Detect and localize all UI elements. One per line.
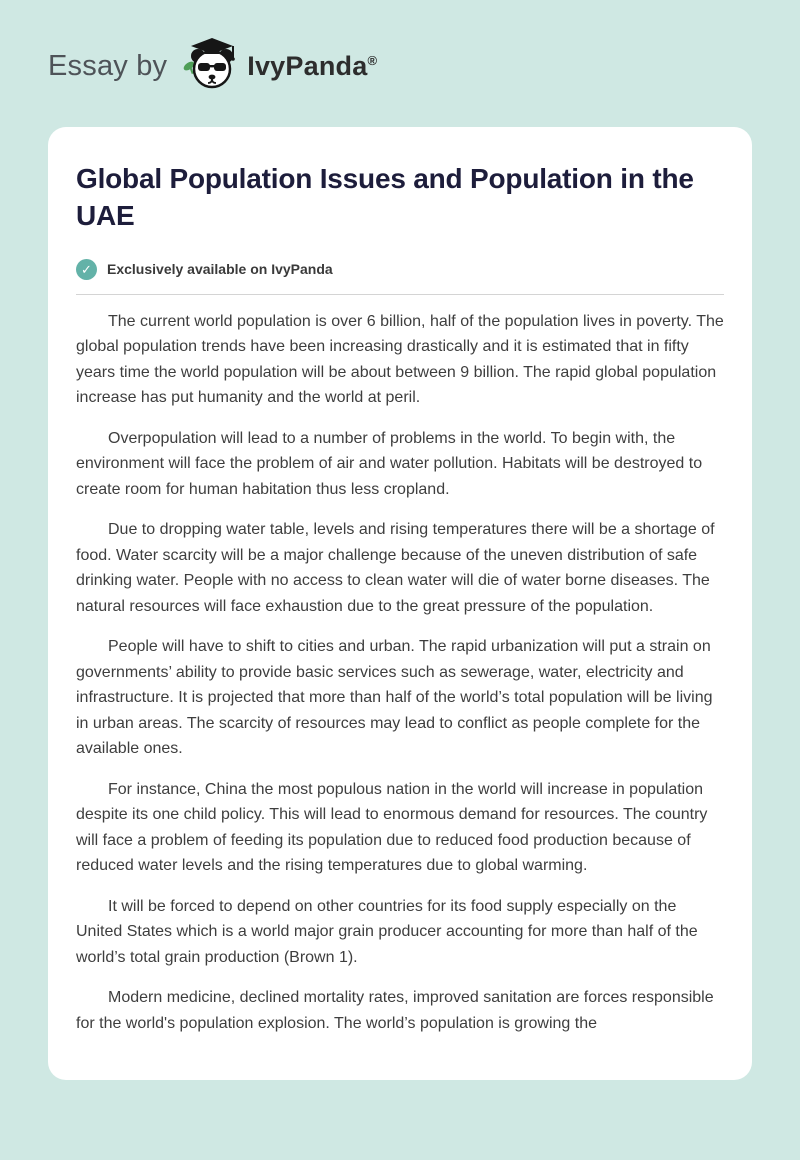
divider [76, 294, 724, 295]
page-header [0, 0, 800, 127]
brand-logo [181, 36, 377, 97]
registered-mark: ® [367, 53, 378, 68]
check-icon: ✓ [76, 259, 97, 280]
panda-graduation-cap-icon [181, 36, 239, 97]
brand-name: IvyPanda® [247, 51, 378, 81]
essay-body [76, 309, 724, 1037]
essay-paragraph: People will have to shift to cities and urban. The rapid urbanization will put a strain on governments’ ability to provide basic services such as sewerage, water, electricity and infrastructure. It is projected that more than half of the world’s total population will be living in urban areas. The scarcity of resources may lead to conflict as people complete for the available ones. [76, 638, 713, 758]
essay-paragraph: For instance, China the most populous nation in the world will increase in population despite its one child policy. This will lead to enormous demand for resources. The country will face a problem of feeding its population due to reduced food production because of reduced water levels and the rising temperatures due to global warming. [76, 780, 708, 875]
essay-paragraph: The current world population is over 6 billion, half of the population lives in poverty. The global population trends have been increasing drastically and it is estimated that in fifty years time the world population will be about between 9 billion. The rapid global population increase has put humanity and the world at peril. [76, 312, 724, 407]
essay-paragraph: Overpopulation will lead to a number of problems in the world. To begin with, the environment will face the problem of air and water pollution. Habitats will be destroyed to create room for human habitation thus less cropland. [76, 429, 703, 498]
essay-card [48, 127, 752, 1080]
essay-paragraph: It will be forced to depend on other countries for its food supply especially on the United States which is a world major grain producer accounting for more than half of the world’s total grain production (Brown 1). [76, 897, 698, 966]
page-title: Global Population Issues and Population in the UAE [76, 163, 694, 231]
exclusive-badge-label: Exclusively available on IvyPanda [107, 261, 333, 278]
essay-paragraph: Due to dropping water table, levels and rising temperatures there will be a shortage of food. Water scarcity will be a major challenge because of the uneven distribution of safe drinking water. People with no access to clean water will die of water borne diseases. The natural resources will face exhaustion due to the great pressure of the population. [76, 521, 715, 615]
essay-paragraph: Modern medicine, declined mortality rates, improved sanitation are forces responsible for the world's population explosion. The world’s population is growing the [76, 989, 714, 1032]
exclusive-badge [76, 259, 724, 280]
essay-by-label: Essay by [48, 50, 168, 82]
